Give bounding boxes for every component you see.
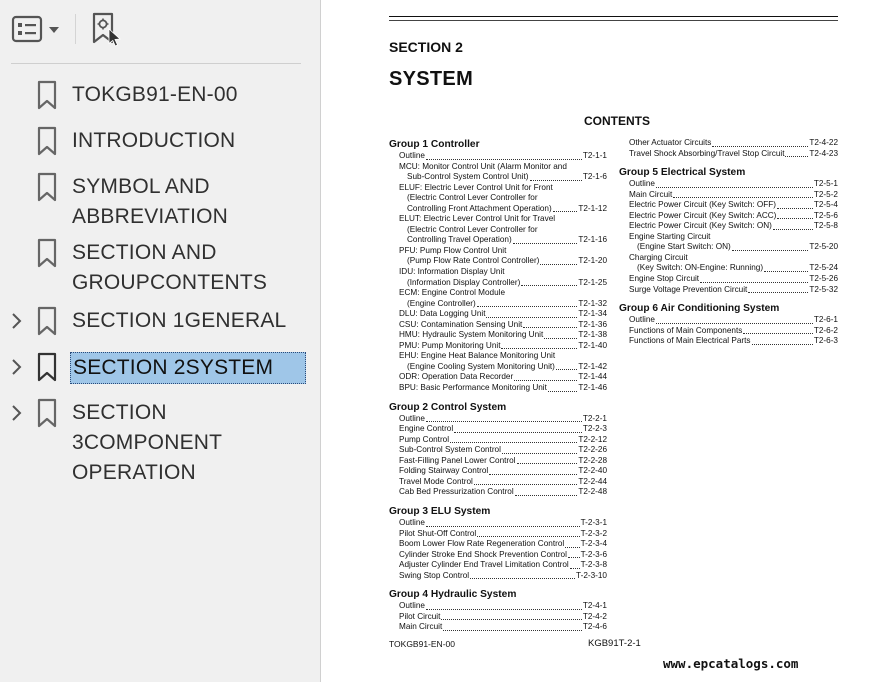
leader-dots (556, 369, 577, 370)
contents-right-column (619, 138, 838, 347)
contents-entry-text: ECM: Engine Control Module (399, 288, 506, 298)
contents-entry (389, 341, 607, 352)
contents-entry-text: Engine Stop Circuit (629, 274, 700, 284)
contents-page-number: T2-1-42 (578, 361, 607, 371)
contents-entry (389, 487, 607, 498)
leader-dots (530, 180, 582, 181)
contents-entry-text: Main Circuit (629, 189, 673, 199)
contents-entry (389, 246, 607, 267)
contents-entry (619, 253, 838, 274)
contents-entry (619, 232, 838, 253)
contents-page-number: T2-1-32 (578, 298, 607, 308)
bookmark-item[interactable] (0, 398, 321, 488)
contents-page-number: T2-1-40 (578, 340, 607, 350)
contents-entry-text: Outline (399, 517, 425, 527)
list-options-icon (11, 14, 61, 44)
contents-left-column (389, 138, 607, 633)
bookmark-label[interactable] (72, 238, 267, 298)
contents-entry (389, 330, 607, 341)
contents-page-number: T-2-3-4 (580, 539, 607, 549)
contents-entry (389, 288, 607, 309)
contents-entry-text: (Pump Flow Rate Control Controller) (407, 256, 540, 266)
bookmark-icon (36, 80, 58, 110)
contents-entry (619, 179, 838, 190)
bookmark-label-line: SECTION 1GENERAL (72, 309, 287, 332)
contents-entry-text: Folding Stairway Control (399, 466, 489, 476)
contents-entry-text: Fast-Filling Panel Lower Control (399, 455, 516, 465)
contents-group-heading: Group 2 Control System (389, 401, 507, 413)
bookmark-icon (36, 352, 58, 382)
contents-page-number: T2-1-1 (582, 151, 607, 160)
bookmark-icon (36, 306, 58, 336)
contents-page-number: T2-4-2 (582, 611, 607, 621)
bookmark-label-line: SECTION AND (72, 241, 217, 264)
contents-entry-text: (Engine Cooling System Monitoring Unit) (407, 361, 555, 371)
contents-entry (389, 571, 607, 582)
contents-page-number: T-2-3-6 (580, 549, 607, 559)
new-bookmark-button[interactable] (90, 12, 126, 48)
leader-dots (517, 463, 578, 464)
contents-entry-text: HMU: Hydraulic System Monitoring Unit (399, 330, 544, 340)
leader-dots (502, 453, 577, 454)
contents-entry-text: Adjuster Cylinder End Travel Limitation Control (399, 560, 569, 570)
leader-dots (656, 187, 813, 188)
contents-entry-text: Outline (629, 315, 655, 325)
leader-dots (441, 619, 581, 620)
bookmark-icon (36, 398, 58, 428)
contents-entry (389, 518, 607, 529)
leader-dots (426, 421, 582, 422)
contents-entry-text: BPU: Basic Performance Monitoring Unit (399, 383, 547, 393)
leader-dots (486, 317, 577, 318)
contents-page-number: T2-5-20 (809, 242, 838, 252)
bookmark-item[interactable] (0, 126, 321, 156)
contents-entry (389, 539, 607, 550)
bookmark-item[interactable] (0, 172, 321, 232)
bookmark-item[interactable] (0, 306, 321, 336)
contents-entry (389, 466, 607, 477)
contents-entry (389, 183, 607, 215)
leader-dots (470, 578, 575, 579)
contents-entry (619, 211, 838, 222)
contents-page-number: T2-1-44 (578, 372, 607, 382)
bookmark-label-line: TOKGB91-EN-00 (72, 83, 238, 106)
bookmark-label-line: INTRODUCTION (72, 129, 236, 152)
contents-entry-text: Outline (629, 179, 655, 189)
contents-entry (389, 309, 607, 320)
contents-page-number: T2-4-23 (809, 148, 838, 158)
watermark-text: www.epcatalogs.com (663, 656, 799, 671)
leader-dots (752, 344, 813, 345)
contents-entry-text: Functions of Main Electrical Parts (629, 336, 751, 346)
contents-page-number: T2-5-32 (809, 284, 838, 294)
contents-entry-text: Electric Power Circuit (Key Switch: ON) (629, 221, 772, 231)
contents-group-heading: Group 1 Controller (389, 139, 480, 150)
leader-dots (474, 484, 577, 485)
contents-entry (619, 138, 838, 149)
contents-entry (389, 424, 607, 435)
contents-entry-text: ODR: Operation Data Recorder (399, 372, 514, 382)
leader-dots (426, 526, 580, 527)
contents-entry (389, 456, 607, 467)
contents-entry (389, 550, 607, 561)
bookmark-label[interactable] (72, 398, 222, 488)
leader-dots (785, 156, 808, 157)
contents-entry (619, 190, 838, 201)
contents-entry (389, 601, 607, 612)
contents-page-number: T2-4-22 (809, 138, 838, 147)
leader-dots (544, 338, 577, 339)
leader-dots (673, 197, 813, 198)
contents-page-number: T2-1-12 (578, 203, 607, 213)
contents-entry (389, 445, 607, 456)
contents-entry-text: CSU: Contamination Sensing Unit (399, 319, 523, 329)
contents-entry-text: (Electric Control Lever Controller for (407, 193, 538, 203)
contents-entry-text: Main Circuit (399, 622, 443, 632)
bookmark-icon (36, 238, 58, 268)
contents-page-number: T2-1-20 (578, 256, 607, 266)
contents-entry (619, 274, 838, 285)
bookmark-label[interactable] (72, 306, 286, 336)
contents-page-number: T2-5-26 (809, 274, 838, 284)
contents-entry (619, 336, 838, 347)
contents-entry-text: Cylinder Stroke End Shock Prevention Control (399, 549, 567, 559)
bookmark-icon (36, 126, 58, 156)
contents-group-heading: Group 4 Hydraulic System (389, 589, 517, 601)
bookmark-label-line: OPERATION (72, 461, 196, 484)
bookmark-label[interactable] (72, 126, 235, 156)
expand-chevron-icon[interactable] (6, 355, 26, 379)
header-rule-thin (389, 20, 838, 21)
contents-page-number: T2-5-4 (813, 200, 838, 210)
leader-dots (748, 292, 808, 293)
contents-page-number: T2-5-1 (813, 179, 838, 189)
expand-chevron-icon[interactable] (6, 401, 26, 425)
contents-page-number: T2-6-1 (813, 315, 838, 325)
contents-entry-text: MCU: Monitor Control Unit (Alarm Monitor and (399, 161, 567, 171)
contents-entry-text: Other Actuator Circuits (629, 138, 712, 147)
contents-page-number: T2-1-38 (578, 330, 607, 340)
contents-page-number: T2-4-1 (582, 601, 607, 611)
contents-entry-text: Electric Power Circuit (Key Switch: ACC) (629, 210, 777, 220)
contents-entry (389, 435, 607, 446)
leader-dots (501, 348, 577, 349)
footer-page-id: KGB91T-2-1 (588, 638, 641, 649)
bookmark-label-line: ABBREVIATION (72, 205, 229, 228)
contents-page-number: T2-1-25 (578, 277, 607, 287)
contents-entry-text: Outline (399, 151, 425, 160)
contents-page-number: T-2-3-2 (580, 528, 607, 538)
contents-page-number: T2-5-6 (813, 210, 838, 220)
leader-dots (443, 630, 582, 631)
leader-dots (477, 536, 579, 537)
expand-chevron-icon[interactable] (6, 309, 26, 333)
leader-dots (514, 380, 577, 381)
contents-entry (389, 612, 607, 623)
contents-page-number: T-2-3-8 (580, 560, 607, 570)
contents-entry (389, 372, 607, 383)
leader-dots (570, 568, 580, 569)
contents-entry (389, 383, 607, 394)
contents-entry-text: Pump Control (399, 434, 450, 444)
contents-entry (619, 149, 838, 160)
contents-entry-text: Boom Lower Flow Rate Regeneration Control (399, 539, 565, 549)
contents-entry (619, 315, 838, 326)
leader-dots (565, 547, 579, 548)
contents-entry (389, 560, 607, 571)
contents-entry-text: Travel Mode Control (399, 476, 473, 486)
leader-dots (426, 159, 582, 160)
contents-page-number: T2-5-8 (813, 221, 838, 231)
contents-entry (389, 414, 607, 425)
contents-entry (389, 320, 607, 331)
contents-page-number: T2-1-46 (578, 383, 607, 393)
leader-dots (489, 474, 577, 475)
contents-entry (619, 200, 838, 211)
contents-entry (389, 351, 607, 372)
contents-entry-text: (Key Switch: ON-Engine: Running) (637, 263, 764, 273)
contents-entry-text: Engine Starting Circuit (629, 231, 711, 241)
bookmark-item[interactable] (0, 80, 321, 110)
contents-page-number: T2-2-1 (582, 413, 607, 423)
contents-page-number: T2-2-28 (578, 455, 607, 465)
bookmark-item[interactable] (0, 352, 321, 382)
contents-entry-text: Outline (399, 413, 425, 423)
contents-entry-text: Surge Voltage Prevention Circuit (629, 284, 748, 294)
section-label: SECTION 2 (389, 39, 463, 55)
contents-page-number: T2-1-6 (582, 172, 607, 182)
leader-dots (515, 495, 578, 496)
bookmark-label[interactable] (72, 80, 238, 110)
document-page (322, 0, 875, 682)
contents-entry-text: Travel Shock Absorbing/Travel Stop Circuit (629, 148, 785, 158)
leader-dots (712, 146, 808, 147)
contents-page-number: T2-2-26 (578, 445, 607, 455)
footer-doc-id: TOKGB91-EN-00 (389, 639, 455, 649)
contents-entry-text: ELUF: Electric Lever Control Unit for Front (399, 182, 553, 192)
contents-entry-text: PFU: Pump Flow Control Unit (399, 245, 507, 255)
contents-entry-text: PMU: Pump Monitoring Unit (399, 340, 501, 350)
toolbar-separator (75, 14, 76, 44)
contents-entry (389, 151, 607, 162)
contents-entry-text: Functions of Main Components (629, 325, 743, 335)
contents-page-number: T-2-3-10 (576, 570, 607, 580)
contents-page-number: T2-4-6 (582, 622, 607, 632)
leader-dots (732, 250, 809, 251)
contents-group-heading: Group 5 Electrical System (619, 167, 746, 179)
contents-heading: CONTENTS (584, 114, 650, 128)
contents-entry-text: (Information Display Controller) (407, 277, 521, 287)
leader-dots (513, 243, 578, 244)
contents-entry-text: EHU: Engine Heat Balance Monitoring Unit (399, 351, 556, 361)
leader-dots (553, 211, 578, 212)
contents-entry-text: Pilot Circuit (399, 611, 441, 621)
leader-dots (568, 557, 580, 558)
contents-page-number: T2-1-16 (578, 235, 607, 245)
bookmark-label-line: SECTION 2SYSTEM (73, 356, 274, 379)
leader-dots (743, 333, 813, 334)
contents-group-heading: Group 3 ELU System (389, 505, 491, 517)
leader-dots (450, 442, 577, 443)
contents-page-number: T2-5-2 (813, 189, 838, 199)
leader-dots (523, 327, 577, 328)
contents-entry-text: (Engine Start Switch: ON) (637, 242, 731, 252)
leader-dots (764, 271, 808, 272)
contents-page-number: T2-2-40 (578, 466, 607, 476)
contents-entry (389, 162, 607, 183)
leader-dots (540, 264, 577, 265)
contents-entry-text: IDU: Information Display Unit (399, 267, 505, 277)
section-title: SYSTEM (389, 68, 474, 90)
contents-page-number: T2-5-24 (809, 263, 838, 273)
leader-dots (777, 218, 812, 219)
bookmark-label[interactable] (70, 352, 306, 384)
bookmark-add-icon (90, 12, 126, 48)
contents-entry-text: Controlling Front Attachment Operation) (407, 203, 552, 213)
contents-entry-text: Outline (399, 601, 425, 611)
contents-entry-text: Charging Circuit (629, 252, 688, 262)
leader-dots (777, 208, 813, 209)
contents-page-number: T2-1-36 (578, 319, 607, 329)
contents-entry-text: (Engine Controller) (407, 298, 476, 308)
leader-dots (477, 306, 578, 307)
bookmark-label-line: SECTION (72, 401, 167, 424)
leader-dots (773, 229, 813, 230)
contents-entry (389, 529, 607, 540)
contents-entry-text: Controlling Travel Operation) (407, 235, 512, 245)
bookmark-label[interactable] (72, 172, 228, 232)
bookmark-label-line: GROUPCONTENTS (72, 271, 268, 294)
contents-entry-text: DLU: Data Logging Unit (399, 309, 486, 319)
contents-entry-text: Swing Stop Control (399, 570, 470, 580)
contents-page-number: T-2-3-1 (580, 517, 607, 527)
contents-entry (619, 285, 838, 296)
leader-dots (426, 609, 582, 610)
bookmark-icon (36, 172, 58, 202)
leader-dots (656, 323, 813, 324)
contents-entry (389, 622, 607, 633)
contents-entry-text: (Electric Control Lever Controller for (407, 224, 538, 234)
contents-entry (619, 326, 838, 337)
contents-entry (389, 267, 607, 288)
contents-entry-text: Electric Power Circuit (Key Switch: OFF) (629, 200, 776, 210)
contents-entry-text: Cab Bed Pressurization Control (399, 487, 514, 497)
bookmark-label-line: 3COMPONENT (72, 431, 223, 454)
leader-dots (521, 285, 577, 286)
toolbar-divider (11, 63, 301, 64)
leader-dots (700, 282, 808, 283)
contents-entry-text: Pilot Shut-Off Control (399, 528, 477, 538)
contents-entry (619, 221, 838, 232)
contents-page-number: T2-2-12 (578, 434, 607, 444)
options-menu-button[interactable] (11, 14, 61, 44)
bookmarks-panel (0, 0, 321, 682)
contents-page-number: T2-1-34 (578, 309, 607, 319)
contents-entry-text: Engine Control (399, 424, 454, 434)
contents-entry (389, 477, 607, 488)
contents-page-number: T2-6-3 (813, 336, 838, 346)
bookmark-label-line: SYMBOL AND (72, 175, 210, 198)
contents-group-heading: Group 6 Air Conditioning System (619, 303, 780, 315)
contents-entry-text: Sub-Control System Control (399, 445, 501, 455)
contents-page-number: T2-2-48 (578, 487, 607, 497)
contents-page-number: T2-6-2 (813, 325, 838, 335)
contents-page-number: T2-2-44 (578, 476, 607, 486)
contents-entry-text: Sub-Control System Control Unit) (407, 172, 529, 182)
contents-entry-text: ELUT: Electric Lever Control Unit for Travel (399, 214, 556, 224)
header-rule (389, 16, 838, 17)
leader-dots (548, 391, 577, 392)
leader-dots (454, 432, 582, 433)
bookmark-item[interactable] (0, 238, 321, 298)
contents-entry (389, 214, 607, 246)
contents-page-number: T2-2-3 (582, 424, 607, 434)
